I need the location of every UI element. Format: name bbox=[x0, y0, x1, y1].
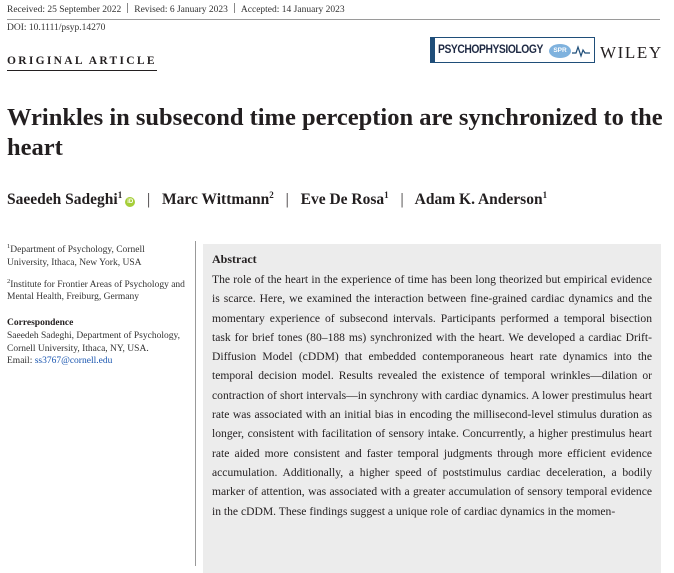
affiliation bbox=[7, 276, 185, 305]
doi[interactable]: DOI: 10.1111/psyp.14270 bbox=[7, 23, 106, 33]
abstract-heading: Abstract bbox=[212, 252, 257, 266]
abstract-box bbox=[203, 244, 661, 573]
author-affiliation-ref: 2 bbox=[269, 190, 274, 200]
wave-icon bbox=[571, 41, 591, 59]
author-name[interactable]: Marc Wittmann bbox=[162, 191, 270, 208]
logo-bar bbox=[431, 38, 435, 62]
author-separator: | bbox=[147, 191, 151, 208]
author-name[interactable]: Saeedeh Sadeghi bbox=[7, 191, 118, 208]
revised-date: Revised: 6 January 2023 bbox=[134, 5, 228, 15]
author-separator: | bbox=[285, 191, 289, 208]
affiliation bbox=[7, 241, 185, 270]
article-title: Wrinkles in subsecond time perception are synchronized to the heart bbox=[7, 104, 663, 161]
date-separator bbox=[234, 3, 235, 13]
author-affiliation-ref: 1 bbox=[542, 190, 548, 200]
correspondence-text: Saeedeh Sadeghi, Department of Psychology, Cornell University, Ithaca, NY, USA. bbox=[7, 330, 180, 354]
accepted-date: Accepted: 14 January 2023 bbox=[240, 5, 345, 15]
affiliation-number: 1 bbox=[7, 243, 11, 250]
author-list bbox=[7, 190, 547, 209]
affiliation-text: Department of Psychology, Cornell University, Ithaca, New York, USA bbox=[7, 245, 145, 268]
affiliation-number: 2 bbox=[7, 277, 11, 285]
orcid-icon[interactable]: iD bbox=[127, 199, 134, 205]
author-name[interactable]: Eve De Rosa bbox=[300, 191, 385, 208]
abstract-text: The role of the heart in the experience of time has been long theorized but empirical evidence is scarce. Here, we examined the interaction between fine-grained cardiac dynamics and the momentary experience of subsecond intervals. Participants performed a temporal bisection task for brief tones (80–188 ms) synchronized with the heart. We developed a cardiac Drift-Diffusion Model (cDDM) that embedded contemporaneous heart rate dynamics into the temporal decision model. Results revealed the existence of temporal wrinkles—dilation or contraction of short intervals—in synchrony with cardiac dynamics. A lower prestimulus heart rate was associated with an initial bias in encoding the millisecond-level stimulus duration as longer, consistent with facilitation of sensory intake. Concurrently, a higher prestimulus heart rate aided more consistent and faster temporal judgments through more efficient evidence accumulation. Additionally, a higher speed of poststimulus cardiac deceleration, a bodily marker of attention, was associated with a greater accumulation of sensory temporal evidence in the cDDM. These findings suggest a unique role of cardiac dynamics in the momen- bbox=[212, 273, 652, 518]
section-label: ORIGINAL ARTICLE bbox=[7, 55, 157, 71]
date-separator bbox=[127, 3, 128, 13]
correspondence-heading: Correspondence bbox=[7, 318, 74, 329]
correspondence-email bbox=[7, 355, 185, 368]
author-affiliation-ref: 1 bbox=[384, 190, 389, 200]
received-date: Received: 25 September 2022 bbox=[7, 5, 122, 15]
email-label: Email: bbox=[7, 356, 33, 367]
author-name[interactable]: Adam K. Anderson bbox=[414, 191, 543, 208]
affiliation-text: Institute for Frontier Areas of Psychology and Mental Health, Freiburg, Germany bbox=[7, 279, 185, 303]
column-divider bbox=[195, 241, 196, 566]
article-dates bbox=[7, 3, 660, 20]
author-separator: | bbox=[400, 191, 404, 208]
journal-logo[interactable] bbox=[430, 37, 595, 63]
journal-name: PSYCHOPHYSIOLOGY bbox=[438, 42, 543, 56]
society-badge: SPR bbox=[549, 44, 571, 58]
email-link[interactable]: ss3767@cornell.edu bbox=[34, 356, 113, 367]
publisher-logo[interactable]: WILEY bbox=[600, 43, 663, 62]
article-sidebar bbox=[7, 241, 185, 374]
author-affiliation-ref: 1 bbox=[117, 190, 123, 200]
